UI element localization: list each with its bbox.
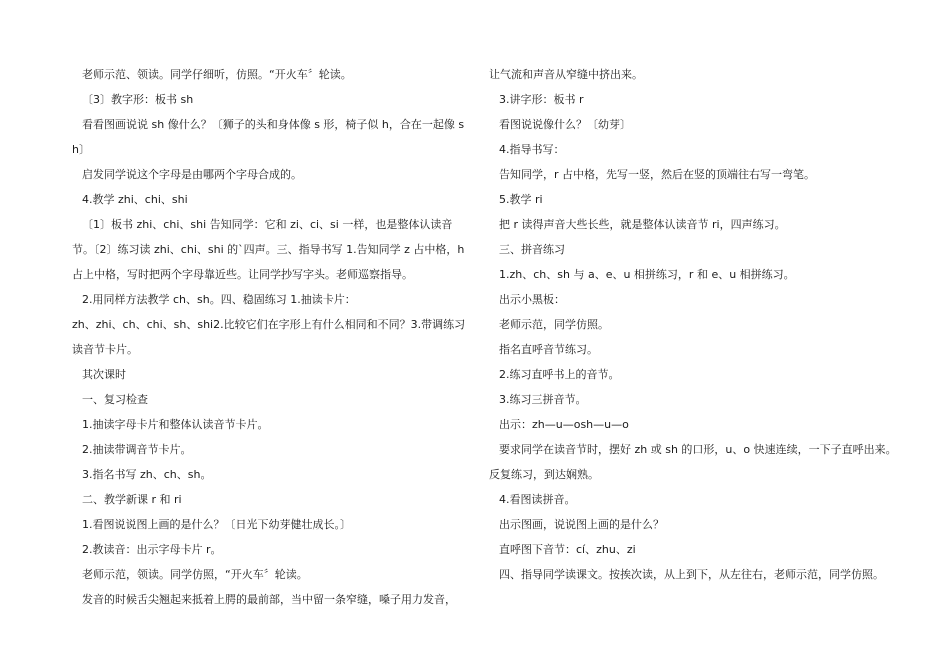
paragraph: 3.指名书写 zh、ch、sh。 xyxy=(82,468,212,481)
paragraph: 1.zh、ch、sh 与 a、e、u 相拼练习，r 和 e、u 相拼练习。 xyxy=(499,268,795,281)
paragraph: 老师示范，同学仿照。 xyxy=(499,318,609,331)
paragraph: 4.看图读拼音。 xyxy=(499,493,576,506)
paragraph: 出示：zh—u—osh—u—o xyxy=(499,418,629,431)
paragraph: 〔1〕板书 zhi、chi、shi 告知同学：它和 zi、ci、si 一样，也是整体认读音节。〔2〕练习读 zhi、chi、shi 的`四声。三、指导书写 1.告知同学 z 占中格，h 占上中格，写时把两个字母靠近些。让同学抄写字头。老师巡察指导。 xyxy=(72,218,465,281)
paragraph: 4.指导书写： xyxy=(499,143,565,156)
section-heading: 其次课时 xyxy=(82,368,126,381)
paragraph: 出示小黑板： xyxy=(499,293,565,306)
paragraph: 指名直呼音节练习。 xyxy=(499,343,598,356)
section-heading: 二、教学新课 r 和 ri xyxy=(82,493,182,506)
paragraph: 5.教学 ri xyxy=(499,193,543,206)
paragraph: 直呼图下音节：cí、zhu、zi xyxy=(499,543,636,556)
paragraph: 4.教学 zhi、chi、shi xyxy=(82,193,188,206)
paragraph: 3.讲字形：板书 r xyxy=(499,93,584,106)
paragraph: 3.练习三拼音节。 xyxy=(499,393,587,406)
section-heading: 四、指导同学读课文。按挨次读，从上到下，从左往右，老师示范，同学仿照。 xyxy=(499,568,884,581)
paragraph: 2.教读音：出示字母卡片 r。 xyxy=(82,543,222,556)
section-heading: 三、拼音练习 xyxy=(499,243,565,256)
paragraph: 1.抽读字母卡片和整体认读音节卡片。 xyxy=(82,418,269,431)
paragraph: 老师示范，领读。同学仿照，“开火车〞轮读。 xyxy=(82,568,308,581)
paragraph: 1.看图说说图上画的是什么？〔日光下幼芽健壮成长。〕 xyxy=(82,518,351,531)
paragraph: 告知同学，r 占中格，先写一竖，然后在竖的顶端往右写一弯笔。 xyxy=(499,168,816,181)
paragraph: 启发同学说这个字母是由哪两个字母合成的。 xyxy=(82,168,302,181)
paragraph: 出示图画，说说图上画的是什么？ xyxy=(499,518,664,531)
paragraph: 〔3〕教字形：板书 sh xyxy=(82,93,194,106)
paragraph: 2.用同样方法教学 ch、sh。四、稳固练习 1.抽读卡片： xyxy=(82,293,356,306)
paragraph: 看看图画说说 sh 像什么？〔狮子的头和身体像 s 形，椅子似 h，合在一起像 sh〕 xyxy=(72,118,465,156)
paragraph: 让气流和声音从窄缝中挤出来。 xyxy=(489,68,643,81)
section-heading: 一、复习检查 xyxy=(82,393,148,406)
paragraph: zh、zhi、ch、chi、sh、shi2.比较它们在字形上有什么相同和不同？3.带调练习读音节卡片。 xyxy=(72,318,466,356)
paragraph: 2.抽读带调音节卡片。 xyxy=(82,443,192,456)
left-column xyxy=(72,62,470,612)
paragraph: 老师示范、领读。同学仔细听，仿照。“开火车〞轮读。 xyxy=(82,68,352,81)
paragraph: 看图说说像什么？〔幼芽〕 xyxy=(499,118,631,131)
paragraph: 把 r 读得声音大些长些，就是整体认读音节 ri，四声练习。 xyxy=(499,218,786,231)
paragraph: 要求同学在读音节时，摆好 zh 或 sh 的口形，u、o 快速连续，一下子直呼出来。反复练习，到达娴熟。 xyxy=(489,443,897,481)
paragraph: 2.练习直呼书上的音节。 xyxy=(499,368,620,381)
paragraph: 发音的时候舌尖翘起来抵着上腭的最前部，当中留一条窄缝，嗓子用力发音， xyxy=(82,593,456,606)
right-column xyxy=(489,62,899,587)
